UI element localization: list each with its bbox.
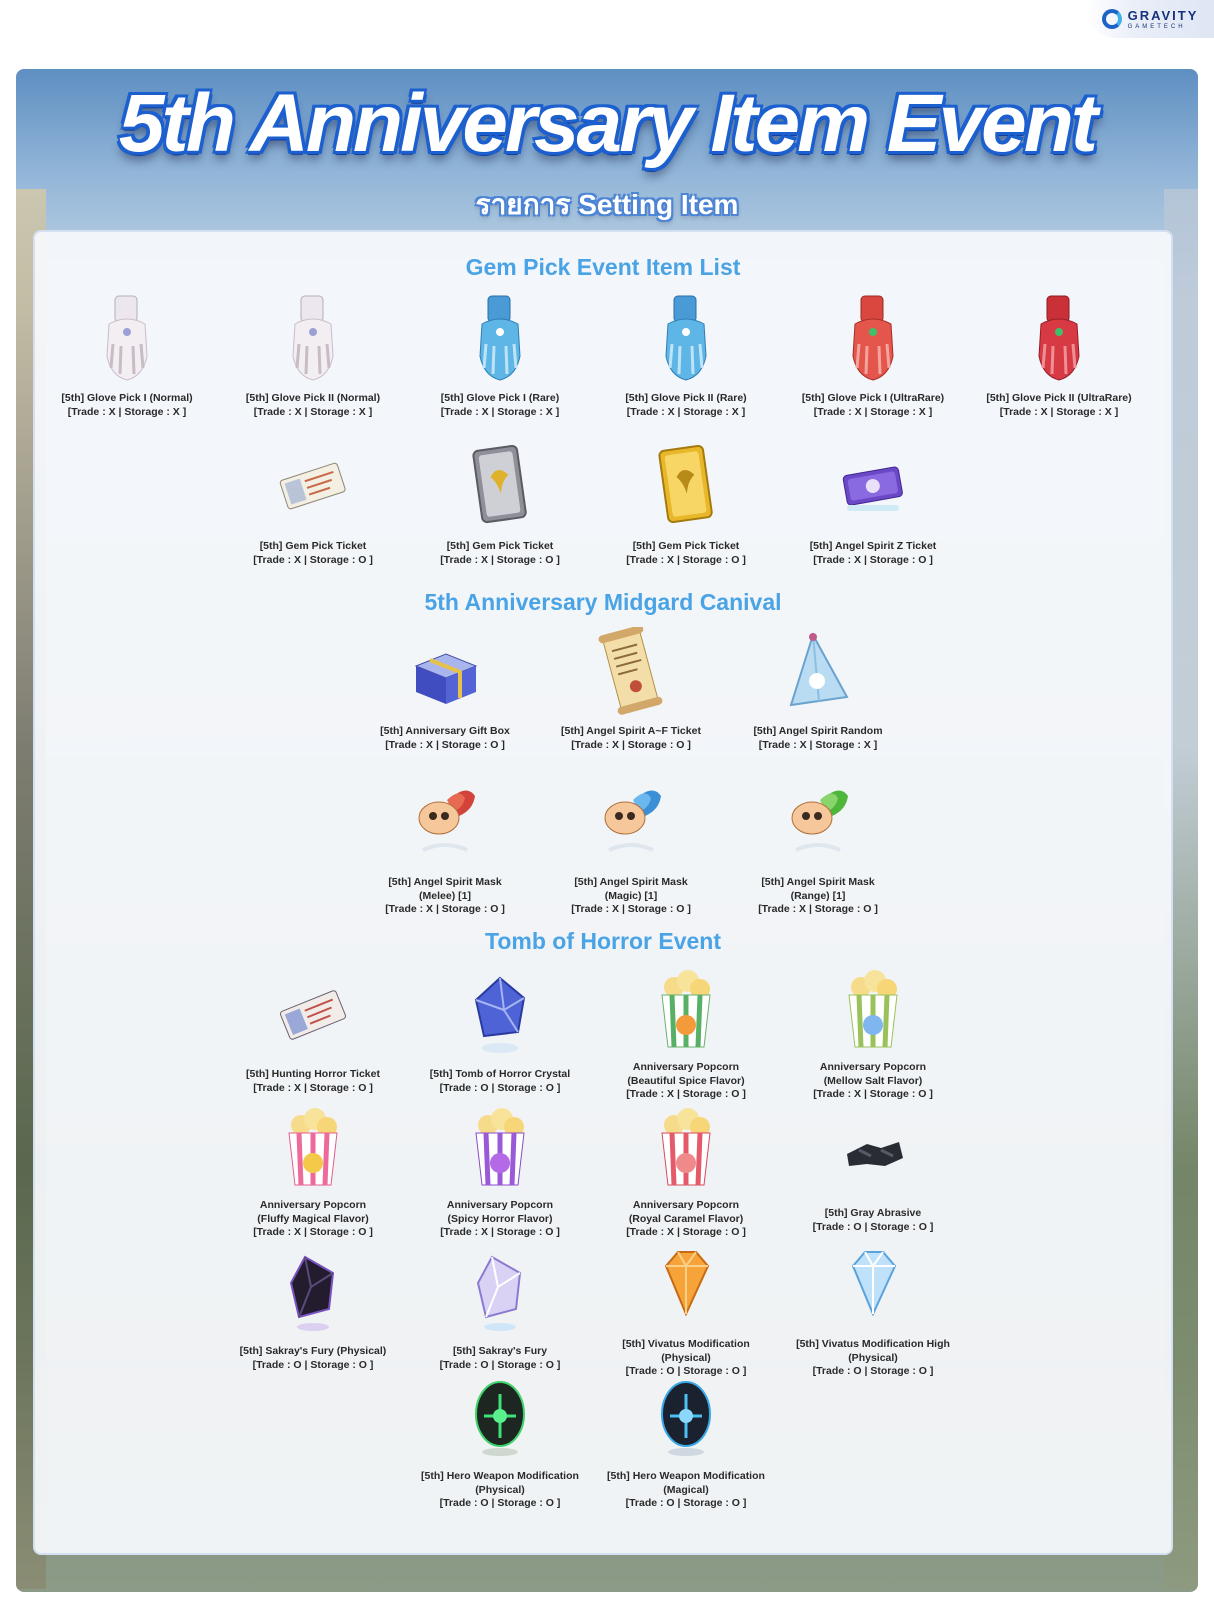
red-glove-icon (835, 294, 911, 384)
item-trade-info: [Trade : X | Storage : O ] (626, 1226, 746, 1238)
gold-card-icon (648, 442, 724, 532)
item-trade-info: [Trade : X | Storage : O ] (385, 903, 505, 915)
item-trade-info: [Trade : O | Storage : O ] (439, 1358, 561, 1371)
item-name: Anniversary Popcorn (Mellow Salt Flavor) (819, 1061, 927, 1087)
item-trade-info: [Trade : X | Storage : X ] (813, 405, 933, 418)
item-card (350, 627, 540, 752)
item-card (218, 294, 408, 419)
blue-egg-icon (648, 1372, 724, 1462)
item-card (405, 294, 595, 419)
item-trade-info: [Trade : X | Storage : X ] (999, 405, 1119, 418)
blue-diamond-icon (835, 1240, 911, 1330)
item-trade-info: [Trade : O | Storage : O ] (252, 1358, 374, 1371)
item-card (778, 1240, 968, 1379)
gray-abrasive-icon (835, 1109, 911, 1199)
item-name: Anniversary Popcorn (Beautiful Spice Flavor) (627, 1061, 745, 1087)
blue-glove-icon (648, 294, 724, 384)
item-name: [5th] Angel Spirit Mask (Magic) [1] (574, 876, 688, 902)
item-name: Anniversary Popcorn (Fluffy Magical Flavor) (257, 1199, 369, 1225)
item-name: [5th] Vivatus Modification High (Physical) (796, 1338, 950, 1364)
item-trade-info: [Trade : X | Storage : O ] (626, 1088, 746, 1100)
purple-ticket-icon (835, 442, 911, 532)
item-name: Anniversary Popcorn (Royal Caramel Flavor) (628, 1199, 744, 1225)
item-card (723, 778, 913, 917)
item-trade-info: [Trade : X | Storage : O ] (440, 553, 560, 566)
banner-title: 5th Anniversary Item Event (118, 78, 1096, 169)
item-trade-info: [Trade : X | Storage : O ] (253, 1081, 373, 1094)
item-name: [5th] Hunting Horror Ticket (246, 1068, 380, 1080)
item-card (778, 294, 968, 419)
item-trade-info: [Trade : O | Storage : O ] (439, 1081, 561, 1094)
item-trade-info: [Trade : O | Storage : O ] (812, 1220, 934, 1233)
item-card (591, 963, 781, 1102)
red-mask-icon (407, 778, 483, 868)
item-trade-info: [Trade : O | Storage : O ] (439, 1497, 561, 1509)
blue-glove-icon (462, 294, 538, 384)
item-trade-info: [Trade : O | Storage : O ] (625, 1365, 747, 1377)
gravity-logo-icon (1102, 9, 1122, 29)
item-name: [5th] Hero Weapon Modification (Physical) (421, 1470, 579, 1496)
item-trade-info: [Trade : X | Storage : O ] (385, 738, 505, 751)
item-card (536, 778, 726, 917)
item-trade-info: [Trade : X | Storage : O ] (813, 553, 933, 566)
item-card (350, 778, 540, 917)
item-trade-info: [Trade : X | Storage : O ] (571, 738, 691, 751)
popcorn-red-icon (648, 1101, 724, 1191)
item-card (591, 442, 781, 567)
item-card (32, 294, 222, 419)
logo-sub: GAMETECH (1127, 23, 1186, 30)
item-list-panel (33, 230, 1173, 1555)
gift-box-icon (407, 627, 483, 717)
item-name: [5th] Glove Pick II (Normal) (245, 392, 381, 404)
item-card (405, 1247, 595, 1372)
event-banner (16, 69, 1198, 1592)
section-title-tomb-of-horror: Tomb of Horror Event (485, 928, 721, 954)
item-card (964, 294, 1154, 419)
item-trade-info: [Trade : X | Storage : X ] (440, 405, 560, 418)
red-glove-icon (1021, 294, 1097, 384)
item-name: [5th] Glove Pick II (UltraRare) (986, 392, 1132, 404)
banner-subtitle: รายการ Setting Item (475, 189, 739, 220)
section-title-midgard-canival: 5th Anniversary Midgard Canival (424, 589, 782, 615)
item-trade-info: [Trade : X | Storage : O ] (813, 1088, 933, 1100)
item-trade-info: [Trade : X | Storage : O ] (253, 553, 373, 566)
popcorn-pink-icon (275, 1101, 351, 1191)
item-card (536, 627, 726, 752)
item-card (778, 963, 968, 1102)
item-card (405, 1372, 595, 1511)
dark-gem-icon (275, 1247, 351, 1337)
item-card (405, 442, 595, 567)
logo-brand: GRAVITY (1127, 7, 1199, 23)
item-card (591, 1101, 781, 1240)
item-name: [5th] Angel Spirit Mask (Range) [1] (761, 876, 875, 902)
ticket-icon (275, 442, 351, 532)
item-trade-info: [Trade : X | Storage : X ] (253, 405, 373, 418)
blue-mask-icon (593, 778, 669, 868)
section-title-gem-pick: Gem Pick Event Item List (465, 254, 741, 280)
item-trade-info: [Trade : O | Storage : O ] (625, 1497, 747, 1509)
silver-card-icon (462, 442, 538, 532)
item-trade-info: [Trade : X | Storage : O ] (253, 1226, 373, 1238)
item-card (405, 970, 595, 1095)
item-card (218, 970, 408, 1095)
item-name: [5th] Angel Spirit Z Ticket (809, 540, 937, 552)
item-trade-info: [Trade : X | Storage : X ] (758, 738, 878, 751)
item-name: [5th] Angel Spirit A~F Ticket (561, 725, 701, 737)
item-trade-info: [Trade : O | Storage : O ] (812, 1365, 934, 1377)
item-name: [5th] Glove Pick I (UltraRare) (801, 392, 945, 404)
item-name: Anniversary Popcorn (Spicy Horror Flavor) (446, 1199, 554, 1225)
item-card (218, 1101, 408, 1240)
item-card (218, 442, 408, 567)
item-name: [5th] Anniversary Gift Box (380, 725, 510, 737)
light-gem-icon (462, 1247, 538, 1337)
item-card (591, 1372, 781, 1511)
item-name: [5th] Glove Pick II (Rare) (625, 392, 747, 404)
item-card (723, 627, 913, 752)
item-name: [5th] Gem Pick Ticket (446, 540, 554, 552)
item-trade-info: [Trade : X | Storage : O ] (626, 553, 746, 566)
popcorn-orange-icon (648, 963, 724, 1053)
item-name: [5th] Gray Abrasive (824, 1207, 922, 1219)
item-trade-info: [Trade : X | Storage : O ] (758, 903, 878, 915)
item-name: [5th] Angel Spirit Random (753, 725, 883, 737)
item-trade-info: [Trade : X | Storage : O ] (440, 1226, 560, 1238)
item-name: [5th] Angel Spirit Mask (Melee) [1] (388, 876, 502, 902)
item-name: [5th] Glove Pick I (Rare) (440, 392, 560, 404)
orange-diamond-icon (648, 1240, 724, 1330)
item-name: [5th] Gem Pick Ticket (632, 540, 740, 552)
popcorn-purple-icon (462, 1101, 538, 1191)
horror-ticket-icon (275, 970, 351, 1060)
item-card (591, 294, 781, 419)
blue-crystal-icon (462, 970, 538, 1060)
triangle-pouch-icon (780, 627, 856, 717)
white-glove-icon (275, 294, 351, 384)
item-card (778, 442, 968, 567)
item-trade-info: [Trade : X | Storage : X ] (626, 405, 746, 418)
item-name: [5th] Hero Weapon Modification (Magical) (607, 1470, 765, 1496)
green-egg-icon (462, 1372, 538, 1462)
green-mask-icon (780, 778, 856, 868)
item-name: [5th] Glove Pick I (Normal) (61, 392, 193, 404)
scroll-icon (593, 627, 669, 717)
popcorn-blue-icon (835, 963, 911, 1053)
item-trade-info: [Trade : X | Storage : O ] (571, 903, 691, 915)
item-card (591, 1240, 781, 1379)
item-name: [5th] Gem Pick Ticket (259, 540, 367, 552)
item-trade-info: [Trade : X | Storage : X ] (67, 405, 187, 418)
item-card (778, 1109, 968, 1234)
item-name: [5th] Sakray's Fury (452, 1345, 548, 1357)
item-name: [5th] Tomb of Horror Crystal (429, 1068, 571, 1080)
item-card (405, 1101, 595, 1240)
gravity-logo (1086, 0, 1214, 38)
item-card (218, 1247, 408, 1372)
item-name: [5th] Sakray's Fury (Physical) (239, 1345, 387, 1357)
item-name: [5th] Vivatus Modification (Physical) (622, 1338, 750, 1364)
white-glove-icon (89, 294, 165, 384)
